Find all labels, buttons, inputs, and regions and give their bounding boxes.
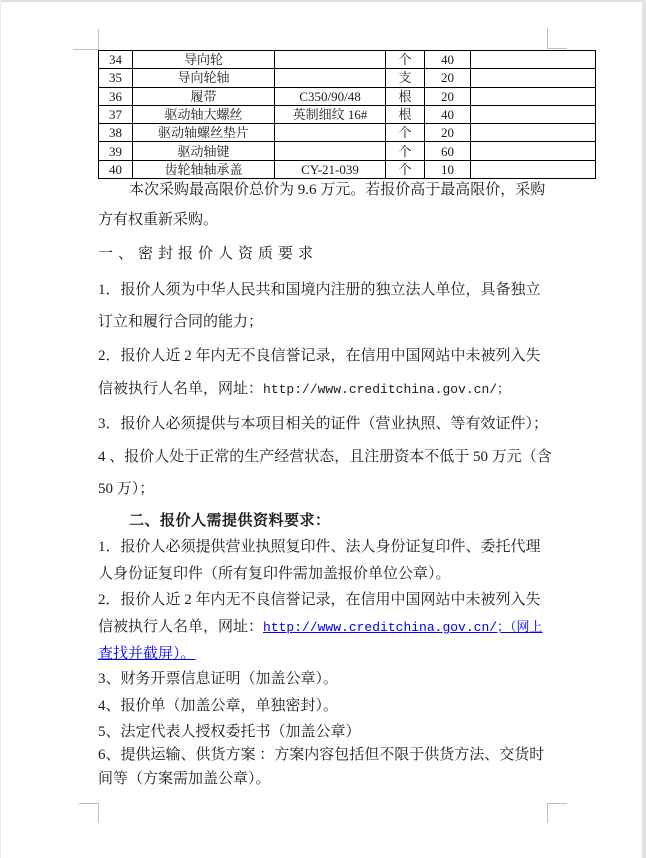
cell-qty: 60 bbox=[425, 142, 471, 160]
creditchina-hyperlink-continuation[interactable]: 查找并截屏）。 bbox=[98, 646, 196, 662]
s2-item6-line1: 6、提供运输、供货方案 ：方案内容包括但不限于供货方法、交货时 bbox=[98, 747, 545, 763]
cell-no: 34 bbox=[99, 51, 133, 69]
s2-item4: 4、报价单（加盖公章，单独密封）。 bbox=[98, 698, 339, 714]
creditchina-hyperlink[interactable]: http://www.creditchina.gov.cn/；（网上 bbox=[263, 620, 543, 635]
table-row bbox=[99, 69, 596, 87]
cell-no: 38 bbox=[99, 124, 133, 142]
cell-no: 39 bbox=[99, 142, 133, 160]
cell-note bbox=[471, 69, 596, 87]
intro-line-2: 方有权重新采购。 bbox=[98, 212, 219, 228]
cell-spec bbox=[275, 124, 386, 142]
table-row bbox=[99, 105, 596, 123]
cell-spec: C350/90/48 bbox=[275, 87, 386, 105]
margin-crop-mark-bottom-right bbox=[547, 803, 567, 823]
cell-name: 驱动轴大螺丝 bbox=[133, 105, 275, 123]
cell-name: 导向轮 bbox=[133, 51, 275, 69]
table-row bbox=[99, 51, 596, 69]
s1-item2-line2 bbox=[98, 381, 510, 398]
s2-item2-line3 bbox=[98, 646, 196, 662]
cell-unit: 个 bbox=[386, 124, 425, 142]
s2-item5: 5、法定代表人授权委托书（加盖公章） bbox=[98, 724, 361, 740]
s1-item2-line1: 2．报价人近 2 年内无不良信誉记录，在信用中国网站中未被列入失 bbox=[98, 348, 541, 364]
s1-item4-line2: 50 万）； bbox=[98, 481, 155, 497]
cell-note bbox=[471, 51, 596, 69]
cell-name: 驱动轴键 bbox=[133, 142, 275, 160]
page-edge-left bbox=[0, 0, 1, 858]
cell-unit: 支 bbox=[386, 69, 425, 87]
cell-qty: 20 bbox=[425, 124, 471, 142]
table-row bbox=[99, 87, 596, 105]
s2-item1-line1: 1．报价人必须提供营业执照复印件、法人身份证复印件、委托代理 bbox=[98, 539, 541, 555]
cell-note bbox=[471, 142, 596, 160]
section1-heading: 一、密封报价人资质要求 bbox=[98, 246, 319, 262]
table-row bbox=[99, 160, 596, 178]
table-row bbox=[99, 142, 596, 160]
cell-spec bbox=[275, 51, 386, 69]
s2-item3: 3、财务开票信息证明（加盖公章）。 bbox=[98, 671, 339, 687]
cell-name: 驱动轴螺丝垫片 bbox=[133, 124, 275, 142]
cell-spec: 英制细纹 16# bbox=[275, 105, 386, 123]
margin-crop-mark-top-left bbox=[73, 29, 99, 50]
s1-item4-line1: 4 、报价人处于正常的生产经营状态，且注册资本不低于 50 万元（含 bbox=[98, 449, 552, 465]
page-edge-right bbox=[642, 0, 646, 858]
s1-item1-line1: 1．报价人须为中华人民共和国境内注册的独立法人单位，具备独立 bbox=[98, 282, 541, 298]
cell-note bbox=[471, 160, 596, 178]
cell-qty: 20 bbox=[425, 87, 471, 105]
cell-name: 齿轮轴轴承盖 bbox=[133, 160, 275, 178]
s2-item1-line2: 人身份证复印件（所有复印件需加盖报价单位公章）。 bbox=[98, 566, 451, 582]
cell-qty: 10 bbox=[425, 160, 471, 178]
cell-unit: 个 bbox=[386, 142, 425, 160]
s1-item2-line2-prefix: 信被执行人名单，网址： bbox=[98, 381, 264, 397]
margin-crop-mark-top-right bbox=[547, 28, 567, 49]
cell-qty: 40 bbox=[425, 105, 471, 123]
cell-no: 40 bbox=[99, 160, 133, 178]
intro-line-1: 本次采购最高限价总价为 9.6 万元。若报价高于最高限价，采购 bbox=[129, 182, 546, 198]
s2-item2-line2 bbox=[98, 619, 543, 636]
cell-spec: CY-21-039 bbox=[275, 160, 386, 178]
cell-name: 履带 bbox=[133, 87, 275, 105]
creditchina-url-text: http://www.creditchina.gov.cn/； bbox=[263, 382, 511, 397]
cell-unit: 个 bbox=[386, 51, 425, 69]
s1-item3: 3．报价人必须提供与本项目相关的证件（营业执照、等有效证件）； bbox=[98, 416, 549, 432]
cell-unit: 根 bbox=[386, 105, 425, 123]
cell-no: 35 bbox=[99, 69, 133, 87]
cell-qty: 40 bbox=[425, 51, 471, 69]
cell-name: 导向轮轴 bbox=[133, 69, 275, 87]
procurement-items-table bbox=[98, 50, 596, 179]
margin-crop-mark-bottom-left bbox=[79, 803, 99, 823]
cell-note bbox=[471, 124, 596, 142]
cell-unit: 个 bbox=[386, 160, 425, 178]
s2-item2-line2-prefix: 信被执行人名单，网址： bbox=[98, 619, 264, 635]
cell-spec bbox=[275, 69, 386, 87]
s2-item6-line2: 间等（方案需加盖公章）。 bbox=[98, 771, 271, 787]
cell-no: 37 bbox=[99, 105, 133, 123]
table-row bbox=[99, 124, 596, 142]
cell-note bbox=[471, 87, 596, 105]
section2-heading: 二、报价人需提供资料要求： bbox=[129, 513, 331, 529]
cell-unit: 根 bbox=[386, 87, 425, 105]
s2-item2-line1: 2．报价人近 2 年内无不良信誉记录，在信用中国网站中未被列入失 bbox=[98, 592, 541, 608]
cell-qty: 20 bbox=[425, 69, 471, 87]
cell-spec bbox=[275, 142, 386, 160]
cell-no: 36 bbox=[99, 87, 133, 105]
s1-item1-line2: 订立和履行合同的能力； bbox=[98, 314, 264, 330]
cell-note bbox=[471, 105, 596, 123]
page-edge-top bbox=[0, 0, 646, 2]
